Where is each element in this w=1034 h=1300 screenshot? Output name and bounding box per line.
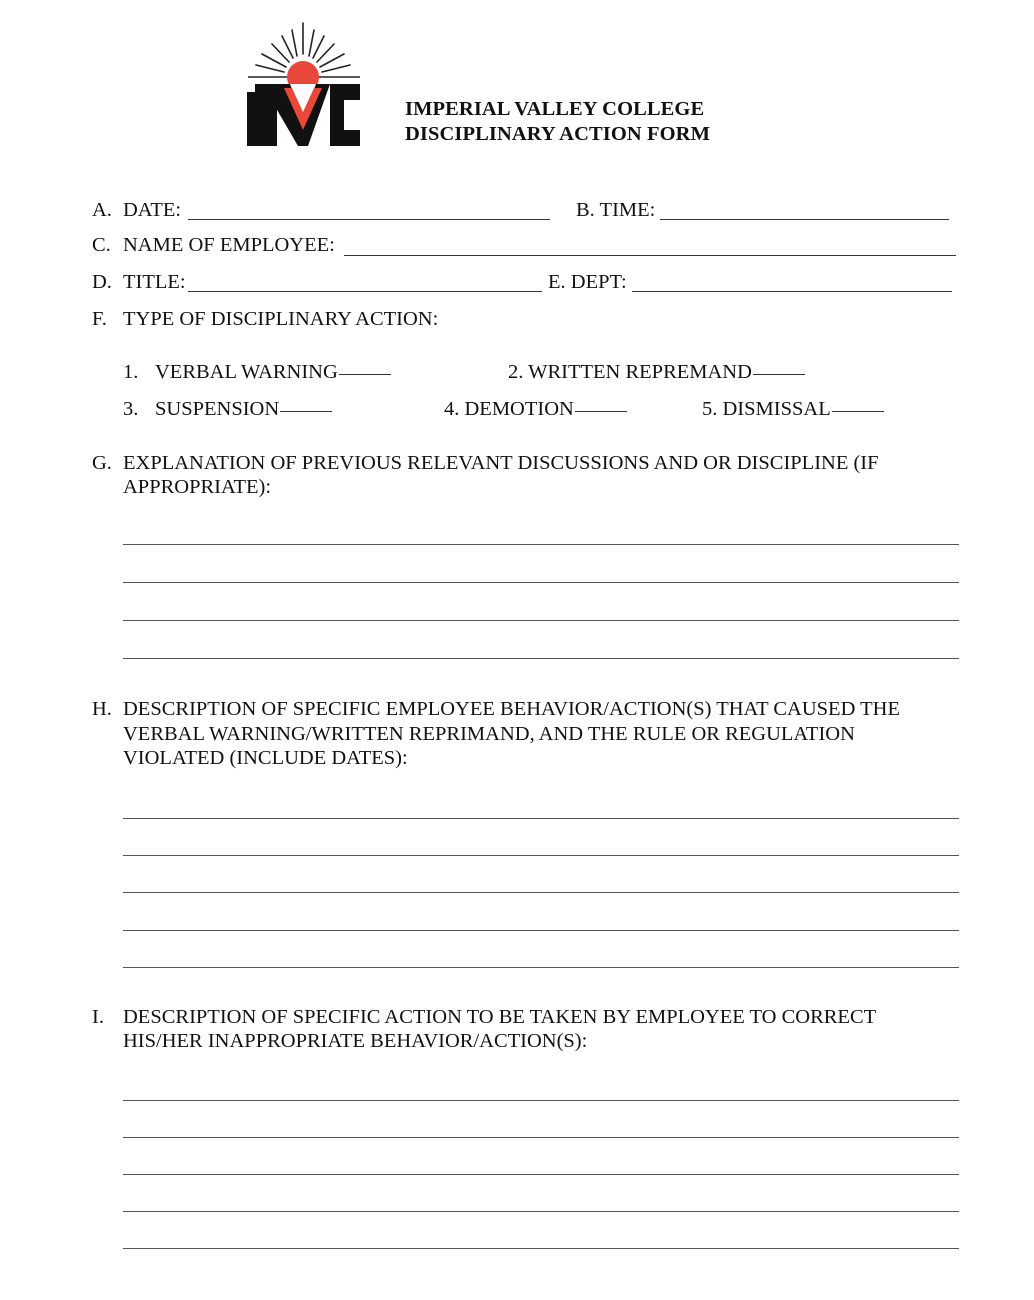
suspension-label: SUSPENSION	[155, 398, 280, 420]
field-d-letter: D.	[92, 271, 112, 293]
section-g-heading-line2: APPROPRIATE):	[123, 476, 272, 498]
verbal-warning-num: 1.	[123, 361, 139, 383]
field-f-letter: F.	[92, 308, 107, 330]
section-h-write-line-2[interactable]	[123, 855, 959, 856]
employee-name-label: NAME OF EMPLOYEE:	[123, 234, 335, 256]
demotion-option[interactable]	[444, 397, 627, 421]
section-h-heading-line2: VERBAL WARNING/WRITTEN REPRIMAND, AND THE RULE OR REGULATION	[123, 723, 855, 745]
title-label: TITLE:	[123, 271, 186, 293]
form-title: DISCIPLINARY ACTION FORM	[405, 123, 711, 145]
section-g-write-line-3[interactable]	[123, 620, 959, 621]
section-i-write-line-3[interactable]	[123, 1174, 959, 1175]
employee-name-field[interactable]	[344, 255, 956, 256]
written-reprimand-blank[interactable]	[753, 374, 805, 375]
field-a-letter: A.	[92, 199, 112, 221]
action-type-label: TYPE OF DISCIPLINARY ACTION:	[123, 308, 439, 330]
section-h-write-line-3[interactable]	[123, 892, 959, 893]
dept-field[interactable]	[632, 291, 952, 292]
suspension-num: 3.	[123, 398, 139, 420]
verbal-warning-label: VERBAL WARNING	[155, 361, 338, 383]
demotion-blank[interactable]	[575, 411, 627, 412]
section-h-write-line-5[interactable]	[123, 967, 959, 968]
college-logo	[244, 20, 364, 150]
section-i-write-line-1[interactable]	[123, 1100, 959, 1101]
date-field[interactable]	[188, 219, 550, 220]
written-reprimand-option[interactable]	[508, 360, 805, 384]
section-h-heading-line3: VIOLATED (INCLUDE DATES):	[123, 747, 408, 769]
section-g-write-line-4[interactable]	[123, 658, 959, 659]
title-field[interactable]	[188, 291, 542, 292]
section-h-write-line-4[interactable]	[123, 930, 959, 931]
time-field[interactable]	[660, 219, 949, 220]
written-reprimand-label: 2. WRITTEN REPREMAND	[508, 361, 752, 383]
dismissal-label: 5. DISMISSAL	[702, 398, 831, 420]
college-name: IMPERIAL VALLEY COLLEGE	[405, 98, 705, 120]
section-h-write-line-1[interactable]	[123, 818, 959, 819]
section-i-heading-line2: HIS/HER INAPPROPRIATE BEHAVIOR/ACTION(S):	[123, 1030, 588, 1052]
section-i-write-line-4[interactable]	[123, 1211, 959, 1212]
section-g-letter: G.	[92, 452, 112, 474]
suspension-option[interactable]	[155, 397, 332, 421]
demotion-label: 4. DEMOTION	[444, 398, 574, 420]
section-i-write-line-5[interactable]	[123, 1248, 959, 1249]
section-g-heading-line1: EXPLANATION OF PREVIOUS RELEVANT DISCUSSIONS AND OR DISCIPLINE (IF	[123, 452, 879, 474]
field-c-letter: C.	[92, 234, 111, 256]
dismissal-option[interactable]	[702, 397, 884, 421]
dept-label: E. DEPT:	[548, 271, 627, 293]
section-h-heading-line1: DESCRIPTION OF SPECIFIC EMPLOYEE BEHAVIOR/ACTION(S) THAT CAUSED THE	[123, 698, 900, 720]
section-i-write-line-2[interactable]	[123, 1137, 959, 1138]
section-i-letter: I.	[92, 1006, 104, 1028]
time-label: B. TIME:	[576, 199, 656, 221]
verbal-warning-blank[interactable]	[339, 374, 391, 375]
dismissal-blank[interactable]	[832, 411, 884, 412]
date-label: DATE:	[123, 199, 182, 221]
verbal-warning-option[interactable]	[155, 360, 391, 384]
section-h-letter: H.	[92, 698, 112, 720]
section-g-write-line-2[interactable]	[123, 582, 959, 583]
suspension-blank[interactable]	[280, 411, 332, 412]
section-i-heading-line1: DESCRIPTION OF SPECIFIC ACTION TO BE TAKEN BY EMPLOYEE TO CORRECT	[123, 1006, 877, 1028]
section-g-write-line-1[interactable]	[123, 544, 959, 545]
